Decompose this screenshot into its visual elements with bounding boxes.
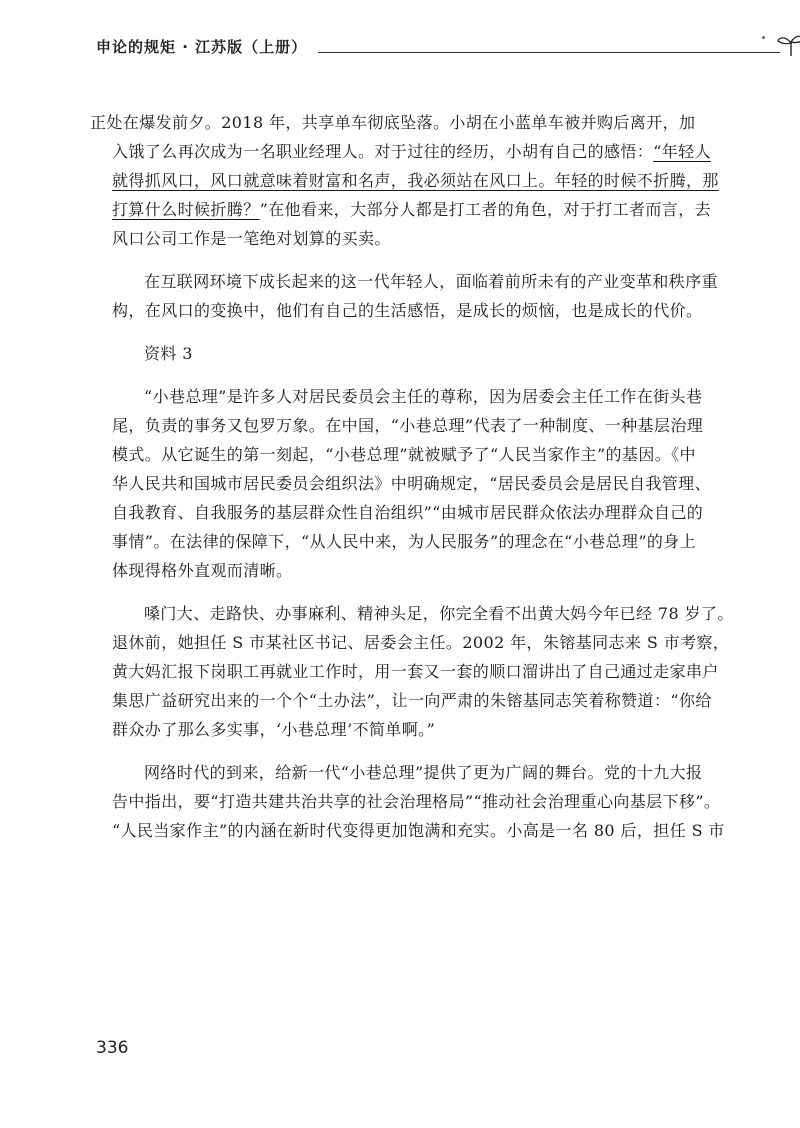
text-line: “人民当家作主”的内涵在新时代变得更加饱满和充实。小高是一名 80 后，担任 S 市 — [112, 821, 725, 840]
text-line: 嗓门大、走路快、办事麻利、精神头足，你完全看不出黄大妈今年已经 78 岁了。 — [144, 604, 734, 623]
text-line: 告中指出，要“打造共建共治共享的社会治理格局”“推动社会治理重心向基层下移”。 — [112, 792, 721, 811]
text-line: 网络时代的到来，给新一代“小巷总理”提供了更为广阔的舞台。党的十九大报 — [144, 763, 703, 782]
text-line: 退休前，她担任 S 市某社区书记、居委会主任。2002 年，朱镕基同志来 S 市考察， — [112, 633, 730, 652]
text-line: 在互联网环境下成长起来的这一代年轻人，面临着前所未有的产业变革和秩序重 — [144, 272, 719, 291]
running-header — [96, 38, 736, 68]
book-title: 申论的规矩 · 江苏版（上册） — [96, 38, 308, 56]
text-line: “小巷总理”是许多人对居民委员会主任的尊称，因为居委会主任工作在街头巷 — [144, 387, 703, 406]
sprout-icon — [776, 32, 800, 58]
text-line: 体现得格外直观而清晰。 — [112, 561, 293, 580]
paragraph — [112, 382, 710, 585]
page-number: 336 — [96, 1038, 129, 1058]
text-line: 入饿了么再次成为一名职业经理人。对于过往的经历，小胡有自己的感悟：“年轻人 — [112, 142, 711, 161]
paragraph — [90, 108, 719, 253]
text-line: 自我教育、自我服务的基层群众性自治组织”“由城市居民群众依法办理群众自己的 — [112, 503, 704, 522]
section-label: 资料 3 — [144, 344, 193, 363]
text-line: 集思广益研究出来的一个个“土办法”，让一向严肃的朱镕基同志笑着称赞道：“你给 — [112, 691, 712, 710]
text-line: 尾，负责的事务又包罗万象。在中国，“小巷总理”代表了一种制度、一种基层治理 — [112, 416, 704, 435]
text-line: 模式。从它诞生的第一刻起，“小巷总理”就被赋予了“人民当家作主”的基因。《中 — [112, 445, 696, 464]
header-rule — [318, 52, 780, 53]
text-line: 打算什么时候折腾？”在他看来，大部分人都是打工者的角色，对于打工者而言，去 — [112, 200, 711, 219]
scan-dot — [762, 36, 765, 39]
quote-underlined: 就得抓风口，风口就意味着财富和名声，我必须站在风口上。年轻的时候不折腾，那 — [112, 171, 719, 190]
paragraph — [112, 599, 734, 744]
quote-underlined: “年轻人 — [653, 142, 711, 161]
page-body — [90, 108, 734, 859]
text-line: 事情”。在法律的保障下，“从人民中来，为人民服务”的理念在“小巷总理”的身上 — [112, 532, 697, 551]
text-line: 风口公司工作是一笔绝对划算的买卖。 — [112, 229, 391, 248]
paragraph — [112, 267, 719, 325]
text-line: 华人民共和国城市居民委员会组织法》中明确规定，“居民委员会是居民自我管理、 — [112, 474, 711, 493]
quote-underlined: 打算什么时候折腾？ — [112, 200, 260, 219]
text-line: 构，在风口的变换中，他们有自己的生活感悟，是成长的烦恼，也是成长的代价。 — [112, 301, 703, 320]
text-line: 群众办了那么多实事，‘小巷总理’不简单啊。” — [112, 720, 436, 739]
text-line: 黄大妈汇报下岗职工再就业工作时，用一套又一套的顺口溜讲出了自己通过走家串户 — [112, 662, 719, 681]
paragraph — [112, 758, 725, 845]
text-line: 正处在爆发前夕。2018 年，共享单车彻底坠落。小胡在小蓝单车被并购后离开，加 — [90, 113, 696, 132]
